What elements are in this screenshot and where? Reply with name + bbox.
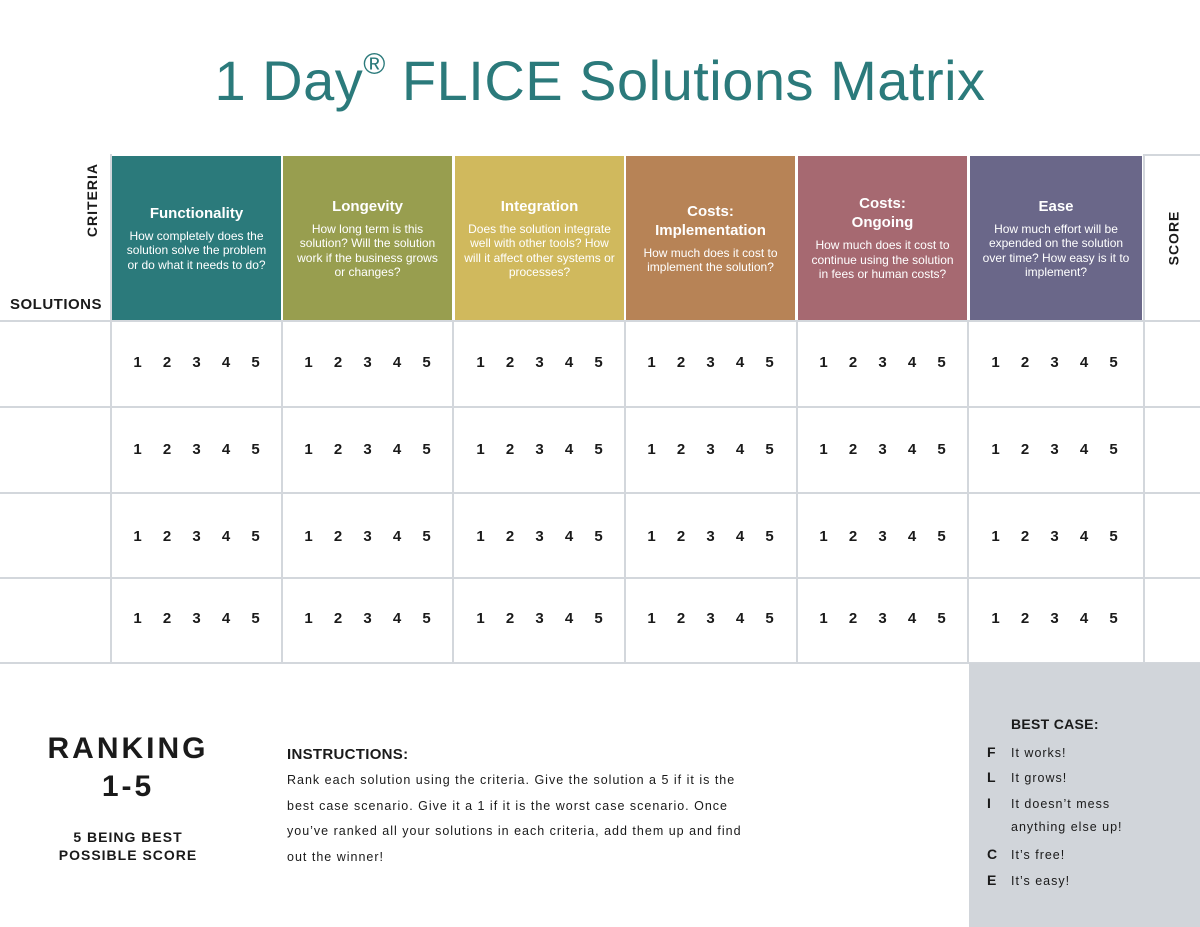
rating-scale	[970, 610, 1139, 627]
rating-scale	[626, 354, 795, 371]
rating-option[interactable]: 2	[333, 354, 343, 371]
ranking-heading	[28, 730, 228, 806]
rating-option[interactable]: 2	[162, 441, 172, 458]
rating-option[interactable]: 3	[192, 528, 201, 545]
rating-option[interactable]: 2	[848, 528, 858, 545]
best-case-title: BEST CASE:	[1011, 716, 1099, 732]
grid-line	[967, 320, 969, 663]
rating-scale	[283, 354, 452, 371]
best-case-letter: F	[987, 744, 997, 760]
rating-option[interactable]: 4	[907, 441, 917, 458]
rating-option[interactable]: 2	[505, 354, 515, 371]
ranking-line-1: RANKING	[47, 732, 209, 765]
rating-option[interactable]: 5	[765, 441, 774, 458]
rating-option[interactable]: 4	[735, 354, 745, 371]
rating-option[interactable]: 2	[848, 354, 858, 371]
criterion-header-costs-implementation	[626, 156, 795, 320]
rating-option[interactable]: 4	[392, 610, 402, 627]
best-case-letter: C	[987, 846, 999, 862]
rating-option[interactable]: 5	[937, 354, 946, 371]
rating-option[interactable]: 4	[907, 528, 917, 545]
rating-option[interactable]: 2	[848, 441, 858, 458]
rating-option[interactable]: 2	[505, 528, 515, 545]
rating-option[interactable]: 1	[991, 441, 1000, 458]
rating-option[interactable]: 1	[133, 354, 142, 371]
rating-option[interactable]: 3	[878, 610, 887, 627]
rating-option[interactable]: 4	[735, 441, 745, 458]
rating-option[interactable]: 1	[133, 528, 142, 545]
rating-option[interactable]: 5	[937, 610, 946, 627]
criteria-label-text: CRITERIA	[84, 162, 100, 238]
rating-option[interactable]: 4	[1079, 528, 1089, 545]
ranking-subtitle	[28, 828, 228, 864]
rating-option[interactable]: 2	[676, 441, 686, 458]
rating-option[interactable]: 1	[819, 441, 828, 458]
rating-option[interactable]: 1	[476, 441, 485, 458]
criterion-description: How much does it cost to continue using the solution in fees or human costs?	[811, 238, 954, 282]
grid-line	[452, 320, 454, 663]
rating-scale	[112, 354, 281, 371]
ranking-sub-line-1: 5 BEING BEST	[73, 829, 183, 845]
instructions-heading: INSTRUCTIONS:	[287, 746, 409, 763]
best-case-text: It works!	[1011, 746, 1067, 760]
best-case-item	[987, 846, 1065, 862]
rating-option[interactable]: 4	[735, 528, 745, 545]
rating-option[interactable]: 2	[1020, 610, 1030, 627]
rating-option[interactable]: 5	[1109, 610, 1118, 627]
rating-option[interactable]: 5	[765, 610, 774, 627]
rating-option[interactable]: 2	[162, 528, 172, 545]
rating-option[interactable]: 4	[392, 528, 402, 545]
rating-option[interactable]: 3	[878, 528, 887, 545]
rating-option[interactable]: 3	[192, 441, 201, 458]
rating-option[interactable]: 2	[1020, 528, 1030, 545]
rating-option[interactable]: 3	[878, 354, 887, 371]
rating-scale	[455, 610, 624, 627]
rating-option[interactable]: 2	[1020, 441, 1030, 458]
best-case-text: It’s free!	[1011, 848, 1066, 862]
rating-option[interactable]: 3	[1050, 441, 1059, 458]
rating-option[interactable]: 1	[133, 610, 142, 627]
rating-option[interactable]: 2	[333, 610, 343, 627]
rating-option[interactable]: 4	[392, 441, 402, 458]
title-rest: FLICE Solutions Matrix	[385, 49, 986, 112]
rating-option[interactable]: 3	[706, 610, 715, 627]
best-case-item	[987, 795, 1110, 811]
rating-scale	[455, 441, 624, 458]
grid-line	[1143, 154, 1145, 663]
rating-option[interactable]: 5	[1109, 354, 1118, 371]
best-case-letter: I	[987, 795, 992, 811]
rating-option[interactable]: 3	[363, 354, 372, 371]
rating-option[interactable]: 1	[819, 354, 828, 371]
solutions-axis-label: SOLUTIONS	[10, 296, 103, 313]
rating-scale	[455, 354, 624, 371]
rating-scale	[798, 354, 967, 371]
rating-option[interactable]: 1	[819, 528, 828, 545]
criterion-name: Integration	[500, 197, 579, 215]
best-case-item	[987, 769, 1067, 785]
criterion-description: How long term is this solution? Will the solution work if the business grows or changes?	[297, 221, 438, 279]
rating-option[interactable]: 4	[221, 441, 231, 458]
rating-option[interactable]: 4	[735, 610, 745, 627]
criterion-description: How much effort will be expended on the solution over time? How easy is it to implement?	[982, 221, 1130, 279]
rating-option[interactable]: 1	[647, 354, 656, 371]
rating-option[interactable]: 4	[564, 528, 574, 545]
grid-line	[0, 492, 1200, 494]
best-case-text: anything else up!	[1011, 820, 1123, 834]
rating-option[interactable]: 2	[505, 610, 515, 627]
best-case-item	[987, 744, 1067, 760]
rating-option[interactable]: 3	[535, 610, 544, 627]
ranking-sub-line-2: POSSIBLE SCORE	[58, 847, 198, 863]
rating-option[interactable]: 3	[1050, 610, 1059, 627]
registered-mark: ®	[363, 48, 386, 81]
rating-option[interactable]: 2	[676, 354, 686, 371]
rating-scale	[455, 528, 624, 545]
rating-option[interactable]: 5	[594, 610, 603, 627]
rating-option[interactable]: 1	[133, 441, 142, 458]
rating-option[interactable]: 1	[304, 610, 313, 627]
rating-scale	[112, 610, 281, 627]
rating-option[interactable]: 5	[251, 441, 260, 458]
rating-option[interactable]: 2	[505, 441, 515, 458]
criterion-header-costs-ongoing	[798, 156, 967, 320]
rating-option[interactable]: 1	[476, 610, 485, 627]
rating-option[interactable]: 4	[1079, 610, 1089, 627]
rating-option[interactable]: 3	[363, 528, 372, 545]
criterion-description: How completely does the solution solve the problem or do what it needs to do?	[126, 228, 267, 272]
rating-scale	[626, 441, 795, 458]
best-case-text: It doesn’t mess	[1011, 797, 1111, 811]
criterion-header-integration	[455, 156, 624, 320]
criterion-name: Functionality	[149, 204, 244, 222]
rating-scale	[970, 354, 1139, 371]
rating-option[interactable]: 5	[251, 610, 260, 627]
rating-scale	[283, 441, 452, 458]
rating-scale	[970, 441, 1139, 458]
rating-option[interactable]: 3	[1050, 354, 1059, 371]
rating-option[interactable]: 3	[363, 441, 372, 458]
rating-option[interactable]: 3	[878, 441, 887, 458]
criterion-name: Longevity	[332, 197, 403, 215]
criterion-name: Ease	[1038, 197, 1074, 215]
rating-option[interactable]: 5	[594, 441, 603, 458]
rating-option[interactable]: 1	[476, 354, 485, 371]
rating-scale	[112, 528, 281, 545]
rating-option[interactable]: 1	[304, 441, 313, 458]
best-case-text: It grows!	[1011, 771, 1068, 785]
rating-option[interactable]: 5	[422, 354, 431, 371]
score-label-text: SCORE	[1165, 210, 1182, 266]
rating-option[interactable]: 2	[1020, 354, 1030, 371]
rating-scale	[798, 441, 967, 458]
grid-line	[0, 320, 1200, 322]
rating-option[interactable]: 3	[535, 528, 544, 545]
criterion-header-longevity	[283, 156, 452, 320]
rating-option[interactable]: 5	[251, 528, 260, 545]
rating-option[interactable]: 2	[848, 610, 858, 627]
rating-option[interactable]: 5	[937, 441, 946, 458]
rating-option[interactable]: 4	[392, 354, 402, 371]
ranking-line-2: 1-5	[101, 770, 155, 803]
best-case-text: It’s easy!	[1011, 874, 1071, 888]
rating-option[interactable]: 5	[765, 354, 774, 371]
rating-option[interactable]: 2	[333, 441, 343, 458]
rating-option[interactable]: 4	[564, 441, 574, 458]
rating-option[interactable]: 1	[991, 528, 1000, 545]
rating-scale	[798, 528, 967, 545]
rating-option[interactable]: 1	[819, 610, 828, 627]
rating-option[interactable]: 4	[564, 354, 574, 371]
rating-option[interactable]: 3	[363, 610, 372, 627]
rating-option[interactable]: 3	[535, 354, 544, 371]
criterion-name: Costs: Implementation	[655, 202, 766, 239]
criterion-name: Costs: Ongoing	[851, 195, 914, 232]
rating-option[interactable]: 2	[162, 610, 172, 627]
criterion-description: How much does it cost to implement the solution?	[643, 245, 778, 274]
rating-option[interactable]: 5	[765, 528, 774, 545]
rating-option[interactable]: 2	[676, 610, 686, 627]
rating-scale	[112, 441, 281, 458]
rating-option[interactable]: 5	[251, 354, 260, 371]
rating-scale	[798, 610, 967, 627]
title-main: 1 Day	[214, 49, 364, 112]
rating-option[interactable]: 5	[1109, 441, 1118, 458]
criterion-header-ease	[970, 156, 1142, 320]
rating-option[interactable]: 4	[1079, 354, 1089, 371]
instructions-body: Rank each solution using the criteria. Give the solution a 5 if it is the best case scenario. Give it a 1 if it is the worst case scenario. Once you’ve ranked all your solutions in each criteria, add them up and find out the winner!	[287, 773, 742, 864]
rating-option[interactable]: 4	[564, 610, 574, 627]
rating-option[interactable]: 4	[907, 610, 917, 627]
rating-option[interactable]: 4	[221, 528, 231, 545]
rating-option[interactable]: 3	[535, 441, 544, 458]
rating-option[interactable]: 5	[594, 354, 603, 371]
rating-option[interactable]: 3	[706, 354, 715, 371]
rating-option[interactable]: 4	[1079, 441, 1089, 458]
rating-option[interactable]: 3	[1050, 528, 1059, 545]
rating-option[interactable]: 2	[676, 528, 686, 545]
rating-option[interactable]: 5	[594, 528, 603, 545]
best-case-item	[987, 872, 1070, 888]
rating-option[interactable]: 3	[706, 528, 715, 545]
grid-line	[0, 577, 1200, 579]
criteria-axis-label	[72, 160, 112, 240]
rating-scale	[626, 610, 795, 627]
rating-option[interactable]: 5	[937, 528, 946, 545]
rating-option[interactable]: 1	[476, 528, 485, 545]
criterion-description: Does the solution integrate well with other tools? How will it affect other systems or processes?	[464, 221, 615, 279]
rating-option[interactable]: 1	[304, 354, 313, 371]
rating-option[interactable]: 4	[221, 610, 231, 627]
rating-scale	[970, 528, 1139, 545]
rating-scale	[626, 528, 795, 545]
best-case-letter: E	[987, 872, 998, 888]
rating-scale	[283, 528, 452, 545]
rating-option[interactable]: 3	[192, 354, 201, 371]
rating-option[interactable]: 5	[1109, 528, 1118, 545]
criterion-header-functionality	[112, 156, 281, 320]
rating-option[interactable]: 5	[422, 441, 431, 458]
rating-option[interactable]: 3	[192, 610, 201, 627]
grid-line	[0, 406, 1200, 408]
rating-option[interactable]: 2	[333, 528, 343, 545]
rating-scale	[283, 610, 452, 627]
rating-option[interactable]: 1	[304, 528, 313, 545]
rating-option[interactable]: 3	[706, 441, 715, 458]
rating-option[interactable]: 1	[647, 441, 656, 458]
rating-option[interactable]: 1	[647, 610, 656, 627]
rating-option[interactable]: 2	[162, 354, 172, 371]
score-column-header	[1146, 156, 1200, 320]
rating-option[interactable]: 1	[647, 528, 656, 545]
rating-option[interactable]: 5	[422, 528, 431, 545]
rating-option[interactable]: 4	[907, 354, 917, 371]
rating-option[interactable]: 1	[991, 610, 1000, 627]
best-case-item	[987, 820, 1123, 834]
best-case-letter: L	[987, 769, 997, 785]
rating-option[interactable]: 4	[221, 354, 231, 371]
rating-option[interactable]: 5	[422, 610, 431, 627]
rating-option[interactable]: 1	[991, 354, 1000, 371]
